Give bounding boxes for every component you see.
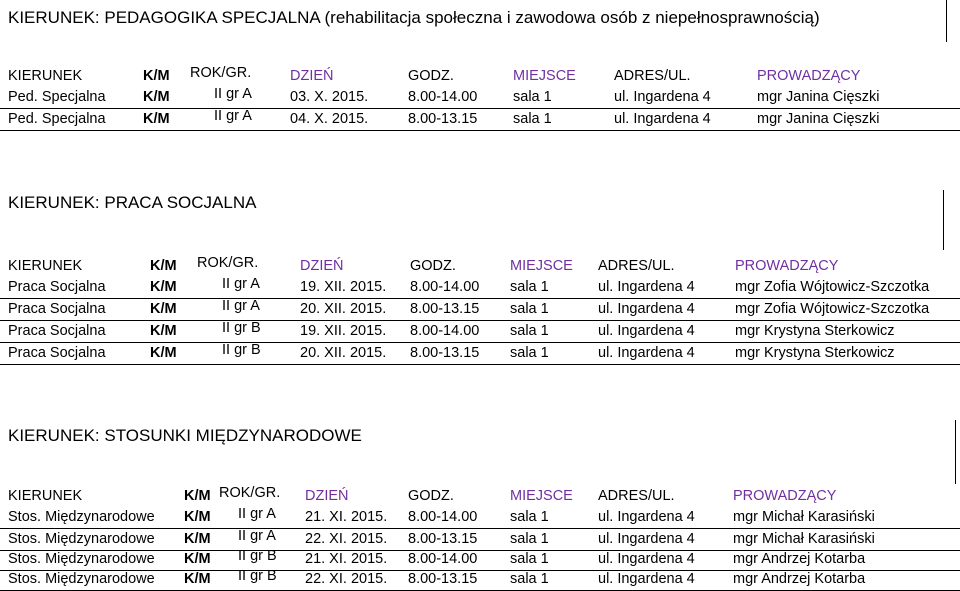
- header-miejsce: MIEJSCE: [513, 68, 576, 84]
- cell-miejsce: sala 1: [510, 509, 549, 525]
- cell-godz: 8.00-13.15: [408, 571, 478, 587]
- cell-adres: ul. Ingardena 4: [598, 301, 695, 317]
- cell-rok: II gr A: [222, 298, 260, 314]
- cell-rok: II gr B: [238, 568, 277, 584]
- cell-godz: 8.00-13.15: [408, 531, 478, 547]
- cell-dzien: 03. X. 2015.: [290, 89, 369, 105]
- header-dzien: DZIEŃ: [305, 488, 349, 504]
- cell-miejsce: sala 1: [510, 345, 549, 361]
- table-row: [0, 507, 960, 529]
- cell-godz: 8.00-14.00: [410, 323, 480, 339]
- cell-kierunek: Stos. Międzynarodowe: [8, 571, 155, 587]
- header-rok: ROK/GR.: [190, 65, 252, 81]
- cell-prowadzacy: mgr Janina Cięszki: [757, 111, 880, 127]
- cell-prowadzacy: mgr Krystyna Sterkowicz: [735, 345, 895, 361]
- cell-km: K/M: [143, 89, 170, 105]
- cell-miejsce: sala 1: [510, 571, 549, 587]
- header-adres: ADRES/UL.: [598, 488, 675, 504]
- header-km: K/M: [150, 258, 177, 274]
- cell-kierunek: Praca Socjalna: [8, 301, 106, 317]
- header-adres: ADRES/UL.: [598, 258, 675, 274]
- cell-prowadzacy: mgr Andrzej Kotarba: [733, 551, 866, 567]
- cell-km: K/M: [143, 111, 170, 127]
- header-prowadzacy: PROWADZĄCY: [735, 258, 839, 274]
- cell-adres: ul. Ingardena 4: [598, 509, 695, 525]
- cell-adres: ul. Ingardena 4: [614, 111, 711, 127]
- cell-godz: 8.00-13.15: [410, 345, 480, 361]
- cell-rok: II gr A: [222, 276, 260, 292]
- cell-km: K/M: [150, 301, 177, 317]
- header-rok: ROK/GR.: [219, 485, 281, 501]
- table-row: [0, 277, 960, 299]
- table-header: [0, 66, 960, 87]
- cell-miejsce: sala 1: [510, 301, 549, 317]
- cell-adres: ul. Ingardena 4: [598, 531, 695, 547]
- cell-prowadzacy: mgr Janina Cięszki: [757, 89, 880, 105]
- cell-godz: 8.00-13.15: [408, 111, 478, 127]
- cell-miejsce: sala 1: [513, 111, 552, 127]
- cell-dzien: 20. XII. 2015.: [300, 345, 387, 361]
- cell-dzien: 22. XI. 2015.: [305, 531, 388, 547]
- cell-kierunek: Stos. Międzynarodowe: [8, 509, 155, 525]
- header-rok: ROK/GR.: [197, 255, 259, 271]
- header-godz: GODZ.: [408, 68, 454, 84]
- cell-km: K/M: [150, 323, 177, 339]
- header-godz: GODZ.: [408, 488, 454, 504]
- cell-rok: II gr A: [214, 108, 252, 124]
- cell-godz: 8.00-14.00: [410, 279, 480, 295]
- vertical-rule: [955, 420, 956, 484]
- section-title: KIERUNEK: PEDAGOGIKA SPECJALNA (rehabilitacja społeczna i zawodowa osób z niepełnosprawnością): [8, 8, 820, 27]
- cell-kierunek: Stos. Międzynarodowe: [8, 531, 155, 547]
- cell-prowadzacy: mgr Zofia Wójtowicz-Szczotka: [735, 301, 930, 317]
- header-kierunek: KIERUNEK: [8, 68, 83, 84]
- cell-adres: ul. Ingardena 4: [598, 279, 695, 295]
- cell-miejsce: sala 1: [510, 551, 549, 567]
- header-dzien: DZIEŃ: [290, 68, 334, 84]
- cell-adres: ul. Ingardena 4: [598, 345, 695, 361]
- header-prowadzacy: PROWADZĄCY: [733, 488, 837, 504]
- cell-adres: ul. Ingardena 4: [598, 323, 695, 339]
- cell-km: K/M: [184, 571, 211, 587]
- cell-miejsce: sala 1: [510, 323, 549, 339]
- header-adres: ADRES/UL.: [614, 68, 691, 84]
- cell-dzien: 19. XII. 2015.: [300, 279, 387, 295]
- table-row: [0, 87, 960, 109]
- cell-km: K/M: [150, 279, 177, 295]
- header-prowadzacy: PROWADZĄCY: [757, 68, 861, 84]
- cell-prowadzacy: mgr Andrzej Kotarba: [733, 571, 866, 587]
- table-row: [0, 569, 960, 591]
- cell-rok: II gr A: [214, 86, 252, 102]
- section-title: KIERUNEK: STOSUNKI MIĘDZYNARODOWE: [8, 426, 362, 445]
- table-row: [0, 549, 960, 571]
- table-row: [0, 343, 960, 365]
- cell-miejsce: sala 1: [513, 89, 552, 105]
- cell-dzien: 19. XII. 2015.: [300, 323, 387, 339]
- header-dzien: DZIEŃ: [300, 258, 344, 274]
- cell-km: K/M: [184, 509, 211, 525]
- cell-godz: 8.00-14.00: [408, 89, 478, 105]
- cell-dzien: 21. XI. 2015.: [305, 551, 388, 567]
- cell-kierunek: Praca Socjalna: [8, 279, 106, 295]
- cell-miejsce: sala 1: [510, 279, 549, 295]
- table-header: [0, 486, 960, 507]
- table-row: [0, 299, 960, 321]
- cell-km: K/M: [184, 531, 211, 547]
- table-row: [0, 529, 960, 551]
- vertical-rule: [943, 190, 944, 250]
- header-kierunek: KIERUNEK: [8, 488, 83, 504]
- section-title: KIERUNEK: PRACA SOCJALNA: [8, 193, 257, 212]
- header-kierunek: KIERUNEK: [8, 258, 83, 274]
- cell-kierunek: Ped. Specjalna: [8, 111, 106, 127]
- cell-adres: ul. Ingardena 4: [598, 551, 695, 567]
- cell-rok: II gr A: [238, 528, 276, 544]
- header-godz: GODZ.: [410, 258, 456, 274]
- cell-adres: ul. Ingardena 4: [598, 571, 695, 587]
- cell-kierunek: Praca Socjalna: [8, 323, 106, 339]
- cell-dzien: 22. XI. 2015.: [305, 571, 388, 587]
- cell-rok: II gr A: [238, 506, 276, 522]
- cell-rok: II gr B: [238, 548, 277, 564]
- cell-km: K/M: [184, 551, 211, 567]
- cell-prowadzacy: mgr Krystyna Sterkowicz: [735, 323, 895, 339]
- cell-dzien: 20. XII. 2015.: [300, 301, 387, 317]
- cell-rok: II gr B: [222, 320, 261, 336]
- cell-adres: ul. Ingardena 4: [614, 89, 711, 105]
- table-row: [0, 109, 960, 131]
- cell-prowadzacy: mgr Michał Karasiński: [733, 509, 875, 525]
- cell-dzien: 04. X. 2015.: [290, 111, 369, 127]
- vertical-rule: [946, 0, 947, 42]
- header-km: K/M: [143, 68, 170, 84]
- cell-godz: 8.00-13.15: [410, 301, 480, 317]
- header-km: K/M: [184, 488, 211, 504]
- cell-prowadzacy: mgr Michał Karasiński: [733, 531, 875, 547]
- cell-godz: 8.00-14.00: [408, 551, 478, 567]
- cell-miejsce: sala 1: [510, 531, 549, 547]
- cell-kierunek: Ped. Specjalna: [8, 89, 106, 105]
- cell-rok: II gr B: [222, 342, 261, 358]
- cell-prowadzacy: mgr Zofia Wójtowicz-Szczotka: [735, 279, 930, 295]
- cell-km: K/M: [150, 345, 177, 361]
- cell-kierunek: Stos. Międzynarodowe: [8, 551, 155, 567]
- header-miejsce: MIEJSCE: [510, 488, 573, 504]
- cell-godz: 8.00-14.00: [408, 509, 478, 525]
- table-header: [0, 256, 960, 277]
- cell-dzien: 21. XI. 2015.: [305, 509, 388, 525]
- cell-kierunek: Praca Socjalna: [8, 345, 106, 361]
- header-miejsce: MIEJSCE: [510, 258, 573, 274]
- table-row: [0, 321, 960, 343]
